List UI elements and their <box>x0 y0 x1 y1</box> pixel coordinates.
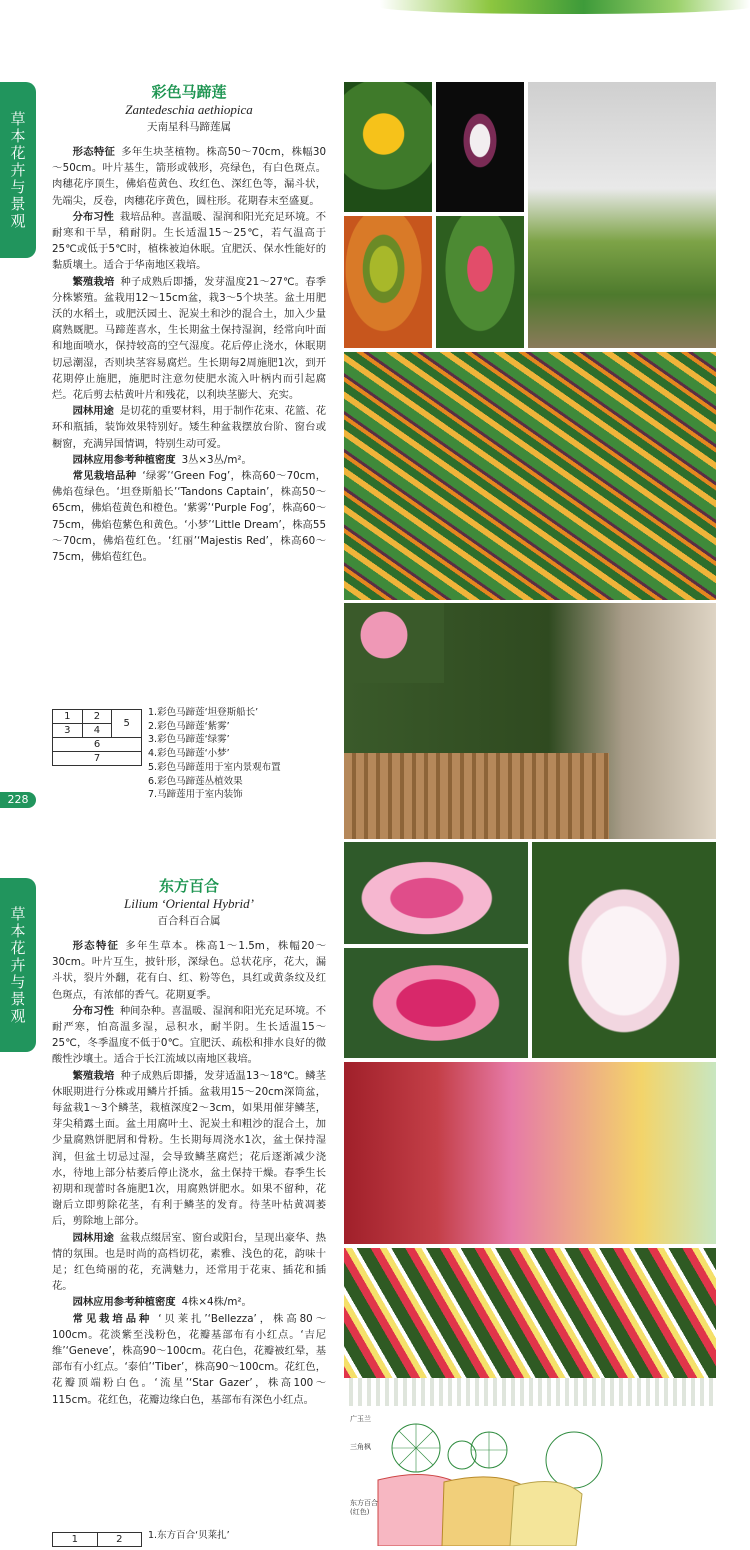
photo-calla-group-planting <box>344 352 716 600</box>
species-title: 彩色马蹄莲 <box>151 83 227 101</box>
photo-calla-tandons-captain <box>344 82 432 212</box>
photo-lily-bellezza <box>344 842 528 944</box>
family-name: 天南星科马蹄莲属 <box>147 121 231 133</box>
photo-calla-little-dream <box>436 216 524 348</box>
plan-label-maple: 三角枫 <box>350 1443 371 1451</box>
paragraph-cultivars-2: 常见栽培品种 ‘贝莱扎’‘Bellezza’，株高80～100cm。花淡紫至浅粉色，花瓣基部布有小红点。‘吉尼维’‘Geneve’，株高90～100cm。花白色，花瓣被红晕，基部布有小红点。‘泰伯’‘Tiber’，株高90～100cm。花红色，花瓣顶端粉白色。‘流星’‘Star Gazer’，株高100～115cm。花红色，花瓣边缘白色，基部布有深色小红点。 <box>52 1312 326 1406</box>
family-name-2: 百合科百合属 <box>157 915 221 927</box>
photo-lily-geneve <box>532 842 716 1058</box>
section-calla-lily <box>52 82 326 565</box>
species-title-2: 东方百合 <box>158 877 219 895</box>
side-tab-category <box>0 82 36 258</box>
pink-lily-cluster <box>344 603 444 683</box>
paragraph-cultivation-2: 繁殖栽培 种子成熟后即播，发芽适温13～18℃。鳞茎休眠期进行分株或用鳞片扦插。盆栽用15～20cm深筒盆，每盆栽1～3个鳞茎，栽植深度2～3cm，如果用催芽鳞茎，芽尖稍露土面。盆土用腐叶土、泥炭土和粗沙的混合土，加少量腐熟饼肥屑和骨粉。生长期每周浇水1次，盆土保持湿润，但盆土切忌过湿，会导致鳞茎腐烂；花后逐渐减少浇水，待地上部分枯萎后停止浇水，盆土保持干燥。春季生长初期和现蕾时各施肥1次，用腐熟饼肥水。如果不留种，花谢后立即剪除花茎，有利于鳞茎的发育。待茎叶枯黄凋萎后，剪除地上部分。 <box>52 1069 326 1228</box>
paragraph-density-2: 园林应用参考种植密度 4株×4株/m²。 <box>72 1296 252 1309</box>
planting-plan-diagram <box>344 1410 716 1546</box>
photo-index-grid: 1 2 5 3 4 6 7 <box>52 709 142 766</box>
caption-item: 2.彩色马蹄莲‘紫雾’ <box>148 720 230 732</box>
paragraph-distribution: 分布习性 栽培品种。喜温暖、湿润和阳光充足环境。不耐寒和干旱，稍耐阴。生长适温15～25℃，若气温高于25℃或低于5℃时，植株被迫休眠。宜肥沃、保水性能好的黏质壤土。适合于华南地区栽培。 <box>52 210 327 272</box>
photo-lily-bed-planting <box>344 1248 716 1406</box>
side-tab-label: 草本花卉与景观 <box>8 110 27 230</box>
photo-caption-list <box>148 706 281 802</box>
paragraph-cultivation: 繁殖栽培 种子成熟后即播，发芽温度21～27℃。春季分株繁殖。盆栽用12～15cm盆，栽3～5个块茎。盆土用肥沃的水稻土，或肥沃园土、泥炭土和沙的混合土，加入少量腐熟厩肥。马蹄莲喜水，生长期盆土保持湿润，经常向叶面和地面喷水，保持较高的空气湿度。花后停止浇水，休眠期切忌潮湿，否则块茎容易腐烂。生长期每2周施肥1次，到开花期停止施肥，施肥时注意勿使肥水流入叶柄内而引起腐烂。花后剪去枯黄叶片和残花，以利块茎膨大、充实。 <box>52 275 326 402</box>
photo-lily-arrangement <box>344 1062 716 1244</box>
top-leaf-decoration <box>380 0 750 14</box>
caption-item: 1.东方百合‘贝莱扎’ <box>148 1530 230 1541</box>
photo-index-grid-2: 1 2 <box>52 1532 142 1547</box>
caption-item: 7.马蹄莲用于室内装饰 <box>148 789 243 801</box>
planting-plan-svg <box>344 1410 716 1546</box>
page-number: 228 <box>0 792 36 808</box>
wooden-fence <box>344 753 609 839</box>
paragraph-distribution-2: 分布习性 种间杂种。喜温暖、湿润和阳光充足环境。不耐严寒，怕高温多湿，忌积水，耐半阴。生长适温15～25℃，冬季温度不低于0℃。宜肥沃、疏松和排水良好的微酸性沙壤土。适合于长江流域以南地区栽培。 <box>52 1004 327 1066</box>
caption-item: 4.彩色马蹄莲‘小梦’ <box>148 748 230 760</box>
photo-lily-tiber <box>344 948 528 1058</box>
latin-name: Zantedeschia aethiopica <box>125 102 253 117</box>
plan-label-magnolia: 广玉兰 <box>350 1415 371 1423</box>
photo-calla-indoor-display <box>528 82 716 348</box>
paragraph-use: 园林用途 是切花的重要材料，用于制作花束、花篮、花环和瓶插，装饰效果特别好。矮生种盆栽摆放台阶、窗台或橱窗，充满异国情调，特别生动可爱。 <box>52 405 327 450</box>
caption-item: 3.彩色马蹄莲‘绿雾’ <box>148 734 230 746</box>
section-oriental-lily <box>52 876 326 1408</box>
plan-label-lily: 东方百合 <box>350 1499 378 1507</box>
paragraph-cultivars: 常见栽培品种 ‘绿雾’‘Green Fog’，株高60～70cm，佛焰苞绿色。‘坦登斯船长’‘Tandons Captain’，株高50～65cm，佛焰苞黄色和橙色。‘紫雾’‘Purple Fog’，株高60～75cm，佛焰苞紫色和黄色。‘小梦’‘Little Dream’，株高55～70cm，佛焰苞红色。‘红丽’‘Majestis Red’，株高60～75cm，佛焰苞红色。 <box>52 470 326 564</box>
caption-item: 6.彩色马蹄莲丛植效果 <box>148 775 243 787</box>
latin-name-2: Lilium ‘Oriental Hybrid’ <box>124 896 254 911</box>
paragraph-morphology: 形态特征 多年生块茎植物。株高50～70cm，株幅30～50cm。叶片基生，箭形或戟形，亮绿色，有白色斑点。肉穗花序顶生，佛焰苞黄色、玫红色、深红色等，漏斗状，先端尖，反卷，肉穗花序黄色，圆柱形。花期春末至盛夏。 <box>52 146 327 207</box>
side-tab-category-2 <box>0 878 36 1052</box>
photo-caption-list-2 <box>148 1529 230 1543</box>
plan-label-red: (红色) <box>350 1508 370 1516</box>
paragraph-morphology-2: 形态特征 多年生草本。株高1～1.5m，株幅20～30cm。叶片互生，披针形，深绿色。总状花序，花大，漏斗状，裂片外翻，花有白、红、粉等色，具红或黄条纹及红色斑点，有浓郁的香气。花期夏季。 <box>52 940 327 1001</box>
side-tab-label-2: 草本花卉与景观 <box>8 905 27 1025</box>
caption-item: 1.彩色马蹄莲‘坦登斯船长’ <box>148 707 259 718</box>
photo-calla-purple-fog <box>436 82 524 212</box>
photo-calla-green-fog <box>344 216 432 348</box>
photo-calla-indoor-decoration <box>344 603 716 839</box>
white-picket-fence <box>344 1378 716 1406</box>
caption-item: 5.彩色马蹄莲用于室内景观布置 <box>148 761 281 773</box>
paragraph-use-2: 园林用途 盆栽点缀居室、窗台或阳台，呈现出豪华、热情的氛围。也是时尚的高档切花，素雅、浅色的花，韵味十足；红色绮丽的花，充满魅力，还常用于花束、插花和插花。 <box>52 1231 327 1293</box>
paragraph-density: 园林应用参考种植密度 3丛×3丛/m²。 <box>72 453 252 466</box>
